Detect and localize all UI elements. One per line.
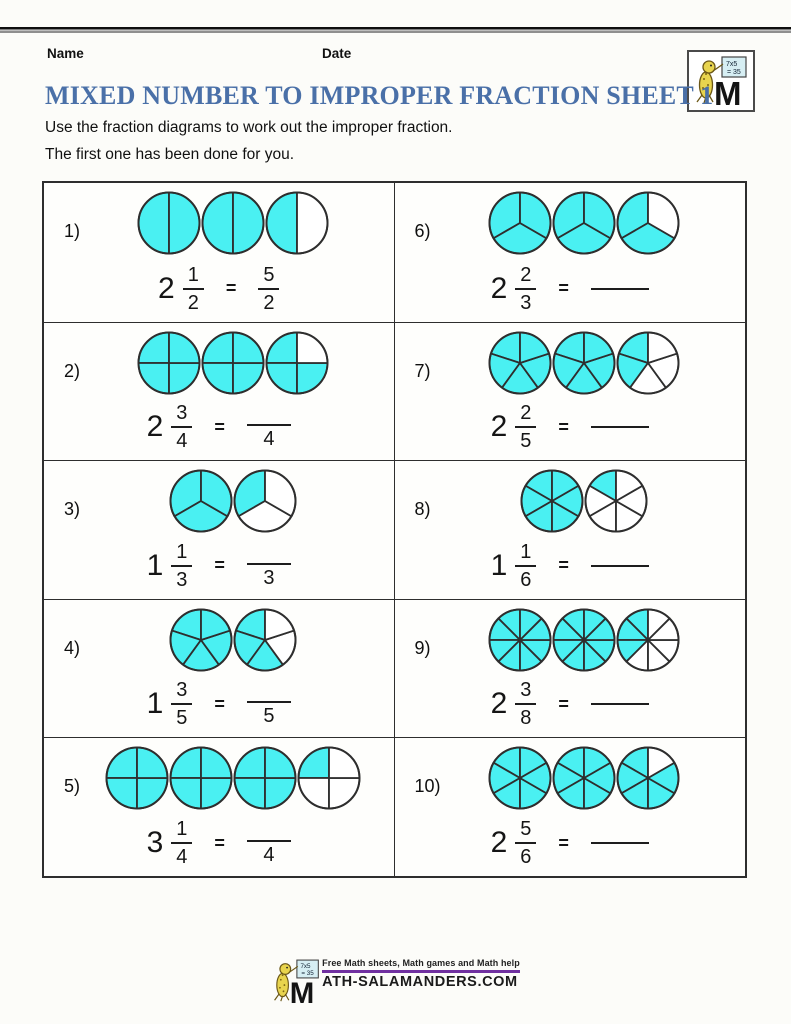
fraction-numerator: 3 <box>515 679 536 705</box>
mixed-fraction <box>171 679 192 729</box>
fraction-circle <box>551 190 617 256</box>
equals-sign: = <box>558 416 569 437</box>
whole-number: 2 <box>490 271 508 305</box>
fraction-denominator: 3 <box>520 291 532 314</box>
fraction-denominator: 2 <box>263 291 275 314</box>
mixed-fraction <box>515 679 536 729</box>
fraction-circle <box>168 468 234 534</box>
equation <box>44 402 394 452</box>
problem-number: 1) <box>64 221 81 241</box>
sign-text-2: = 35 <box>727 69 741 76</box>
problem-cell <box>44 460 395 599</box>
tagline-underline <box>322 970 520 973</box>
fraction-circles <box>44 190 394 256</box>
filled-slice <box>266 193 296 254</box>
problem-cell <box>395 737 746 876</box>
answer-fraction <box>247 820 291 866</box>
fraction-circle <box>487 745 553 811</box>
fraction-denominator: 4 <box>263 428 275 451</box>
problem-number: 6) <box>414 221 431 241</box>
fraction-circle <box>615 607 681 673</box>
fraction-circle <box>104 745 170 811</box>
equals-sign: = <box>558 278 569 299</box>
whole-number: 1 <box>490 548 508 582</box>
whole-number: 1 <box>146 687 164 721</box>
fraction-circle <box>615 190 681 256</box>
problem-number: 8) <box>414 499 431 520</box>
empty-slice <box>297 193 327 254</box>
fraction-numerator: 1 <box>171 818 192 844</box>
problems-table <box>42 181 747 878</box>
fraction-circle <box>487 190 553 256</box>
fraction-circle <box>264 330 330 396</box>
fraction-numerator: 1 <box>183 264 204 290</box>
mixed-fraction <box>515 541 536 591</box>
fraction-circle <box>296 745 362 811</box>
answer-blank-line <box>591 842 649 844</box>
answer-fraction <box>247 404 291 450</box>
whole-number: 2 <box>490 826 508 859</box>
fraction-circle <box>200 330 266 396</box>
problem-cell <box>395 322 746 461</box>
fraction-circles <box>44 607 394 673</box>
fraction-numerator: 2 <box>515 264 536 290</box>
fraction-circle <box>519 468 585 534</box>
filled-slice <box>138 193 168 254</box>
fraction-denominator: 6 <box>520 846 532 868</box>
problem-cell <box>44 183 395 322</box>
problem-cell <box>44 737 395 876</box>
m-letter: M <box>289 976 315 1005</box>
sign-text-2: = 35 <box>301 970 314 978</box>
problem-cell <box>395 460 746 599</box>
sign-text-1: 7x5 <box>300 963 311 971</box>
problem-number: 9) <box>414 637 431 658</box>
whole-number: 2 <box>490 687 508 721</box>
whole-number: 2 <box>158 271 175 305</box>
equals-sign: = <box>214 693 225 714</box>
fraction-circle <box>615 745 681 811</box>
equals-sign: = <box>214 416 225 437</box>
fraction-circle <box>232 468 298 534</box>
equation <box>44 264 394 314</box>
equals-sign: = <box>214 832 225 853</box>
site-name: ATH-SALAMANDERS.COM <box>322 974 518 990</box>
filled-slice <box>202 193 232 254</box>
equals-sign: = <box>214 555 225 576</box>
mixed-fraction <box>171 818 192 868</box>
mixed-fraction <box>171 402 192 452</box>
fraction-denominator: 4 <box>176 430 188 453</box>
fraction-circles <box>395 745 746 811</box>
equation <box>395 541 746 591</box>
problem-number: 4) <box>64 637 81 658</box>
sign-text-1: 7x5 <box>726 61 738 68</box>
fraction-circle <box>583 468 649 534</box>
fraction-denominator: 5 <box>263 705 275 728</box>
problem-number: 7) <box>414 360 431 381</box>
footer-logo <box>0 958 791 1005</box>
filled-slice <box>233 193 263 254</box>
answer-blank-numerator <box>247 543 291 565</box>
equation <box>395 402 746 452</box>
fraction-circles <box>44 468 394 534</box>
equation <box>44 818 394 868</box>
fraction-circle <box>264 190 330 256</box>
salamander-logo-icon <box>271 958 321 1005</box>
top-divider <box>0 27 791 35</box>
equals-sign: = <box>558 555 569 576</box>
fraction-denominator: 4 <box>263 844 275 866</box>
fraction-circles <box>395 607 746 673</box>
problem-number: 2) <box>64 360 81 381</box>
fraction-circle <box>487 330 553 396</box>
fraction-circle <box>168 745 234 811</box>
answer-blank-numerator <box>247 681 291 703</box>
fraction-circle <box>232 607 298 673</box>
fraction-denominator: 5 <box>520 430 532 453</box>
answer-blank-line <box>591 703 649 705</box>
fraction-numerator: 5 <box>258 264 279 290</box>
instruction-line-1: Use the fraction diagrams to work out the improper fraction. <box>45 119 453 136</box>
problem-cell <box>395 599 746 738</box>
fraction-circles <box>395 330 746 396</box>
whole-number: 2 <box>146 410 164 444</box>
whole-number: 3 <box>146 826 164 859</box>
problem-cell <box>44 599 395 738</box>
fraction-circle <box>232 745 298 811</box>
answer-blank-line <box>591 565 649 567</box>
mixed-fraction <box>515 402 536 452</box>
equation <box>395 264 746 314</box>
fraction-denominator: 4 <box>176 846 188 868</box>
problem-cell <box>395 183 746 322</box>
whole-number: 2 <box>490 410 508 444</box>
equals-sign: = <box>225 278 237 299</box>
fraction-numerator: 3 <box>171 679 192 705</box>
m-letter: M <box>714 75 742 107</box>
date-label: Date <box>322 46 352 61</box>
answer-blank-numerator <box>247 404 291 426</box>
footer-tagline: Free Math sheets, Math games and Math help <box>322 958 520 968</box>
mixed-fraction <box>171 541 192 591</box>
mixed-fraction <box>515 264 536 314</box>
equals-sign: = <box>558 832 569 853</box>
fraction-denominator: 3 <box>263 566 275 589</box>
fraction-circle <box>200 190 266 256</box>
fraction-numerator: 5 <box>515 818 536 844</box>
fraction-numerator: 1 <box>171 541 192 567</box>
whole-number: 1 <box>146 548 164 582</box>
equation <box>44 541 394 591</box>
instruction-line-2: The first one has been done for you. <box>45 146 295 163</box>
equation <box>395 818 746 868</box>
answer-fraction <box>247 681 291 727</box>
fraction-circles <box>44 330 394 396</box>
fraction-circle <box>487 607 553 673</box>
fraction-circle <box>136 330 202 396</box>
name-label: Name <box>47 46 84 61</box>
answer-fraction <box>247 543 291 589</box>
fraction-circle <box>168 607 234 673</box>
equation <box>395 679 746 729</box>
fraction-circle <box>136 190 202 256</box>
mixed-fraction <box>515 818 536 868</box>
mixed-fraction <box>183 264 204 314</box>
fraction-denominator: 8 <box>520 707 532 730</box>
answer-blank-line <box>591 288 649 290</box>
filled-slice <box>169 193 199 254</box>
fraction-numerator: 1 <box>515 541 536 567</box>
fraction-circle <box>551 745 617 811</box>
equals-sign: = <box>558 693 569 714</box>
equation <box>44 679 394 729</box>
problem-number: 3) <box>64 499 81 520</box>
fraction-circles <box>44 745 394 811</box>
fraction-numerator: 3 <box>171 402 192 428</box>
answer-blank-numerator <box>247 820 291 842</box>
fraction-circles <box>395 468 746 534</box>
problem-number: 10) <box>414 776 441 797</box>
answer-fraction <box>258 264 279 314</box>
fraction-circle <box>551 607 617 673</box>
fraction-circles <box>395 190 746 256</box>
fraction-numerator: 2 <box>515 402 536 428</box>
fraction-circle <box>551 330 617 396</box>
answer-blank-line <box>591 426 649 428</box>
problem-cell <box>44 322 395 461</box>
problem-number: 5) <box>64 776 81 797</box>
fraction-circle <box>615 330 681 396</box>
page-title: MIXED NUMBER TO IMPROPER FRACTION SHEET 1 <box>45 81 714 110</box>
fraction-denominator: 6 <box>520 568 532 591</box>
fraction-denominator: 2 <box>187 291 199 314</box>
fraction-denominator: 5 <box>176 707 188 730</box>
fraction-denominator: 3 <box>176 568 188 591</box>
